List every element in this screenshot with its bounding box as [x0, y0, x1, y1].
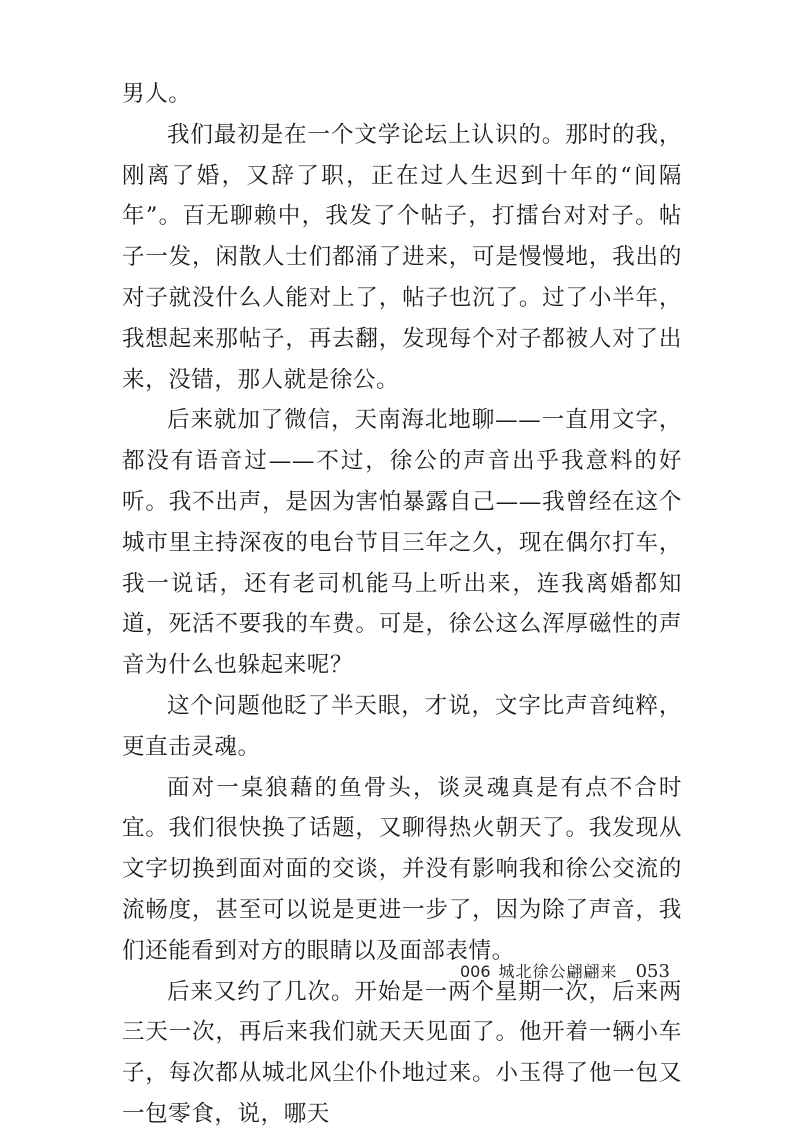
paragraph-3: 后来就加了微信，天南海北地聊——一直用文字，都没有语音过——不过，徐公的声音出乎我意料的好听。我不出声，是因为害怕暴露自己——我曾经在这个城市里主持深夜的电台节目三年之久，现在偶尔打车，我一说话，还有老司机能马上听出来，连我离婚都知道，死活不要我的车费。可是，徐公这么浑厚磁性的声音为什么也躲起来呢？ — [122, 407, 682, 679]
running-footer — [460, 960, 682, 984]
paragraph-4: 这个问题他眨了半天眼，才说，文字比声音纯粹，更直击灵魂。 — [122, 692, 682, 760]
paragraph-2: 我们最初是在一个文学论坛上认识的。那时的我，刚离了婚，又辞了职，正在过人生迟到十年的“间隔年”。百无聊赖中，我发了个帖子，打擂台对对子。帖子一发，闲散人士们都涌了进来，可是慢慢地，我出的对子就没什么人能对上了，帖子也沉了。过了小半年，我想起来那帖子，再去翻，发现每个对子都被人对了出来，没错，那人就是徐公。 — [122, 121, 682, 393]
paragraph-6: 后来又约了几次。开始是一两个星期一次，后来两三天一次，再后来我们就天天见面了。他开着一辆小车子，每次都从城北风尘仆仆地过来。小玉得了他一包又一包零食，说，哪天 — [122, 978, 682, 1127]
chapter-number: 006 — [460, 962, 491, 981]
paragraph-1: 男人。 — [122, 81, 192, 107]
page-number: 053 — [635, 961, 670, 982]
paragraph-5: 面对一桌狼藉的鱼骨头，谈灵魂真是有点不合时宜。我们很快换了话题，又聊得热火朝天了。我发现从文字切换到面对面的交谈，并没有影响我和徐公交流的流畅度，甚至可以说是更进一步了，因为除了声音，我们还能看到对方的眼睛以及面部表情。 — [122, 774, 682, 964]
chapter-title: 城北徐公翩翩来 — [498, 962, 618, 981]
